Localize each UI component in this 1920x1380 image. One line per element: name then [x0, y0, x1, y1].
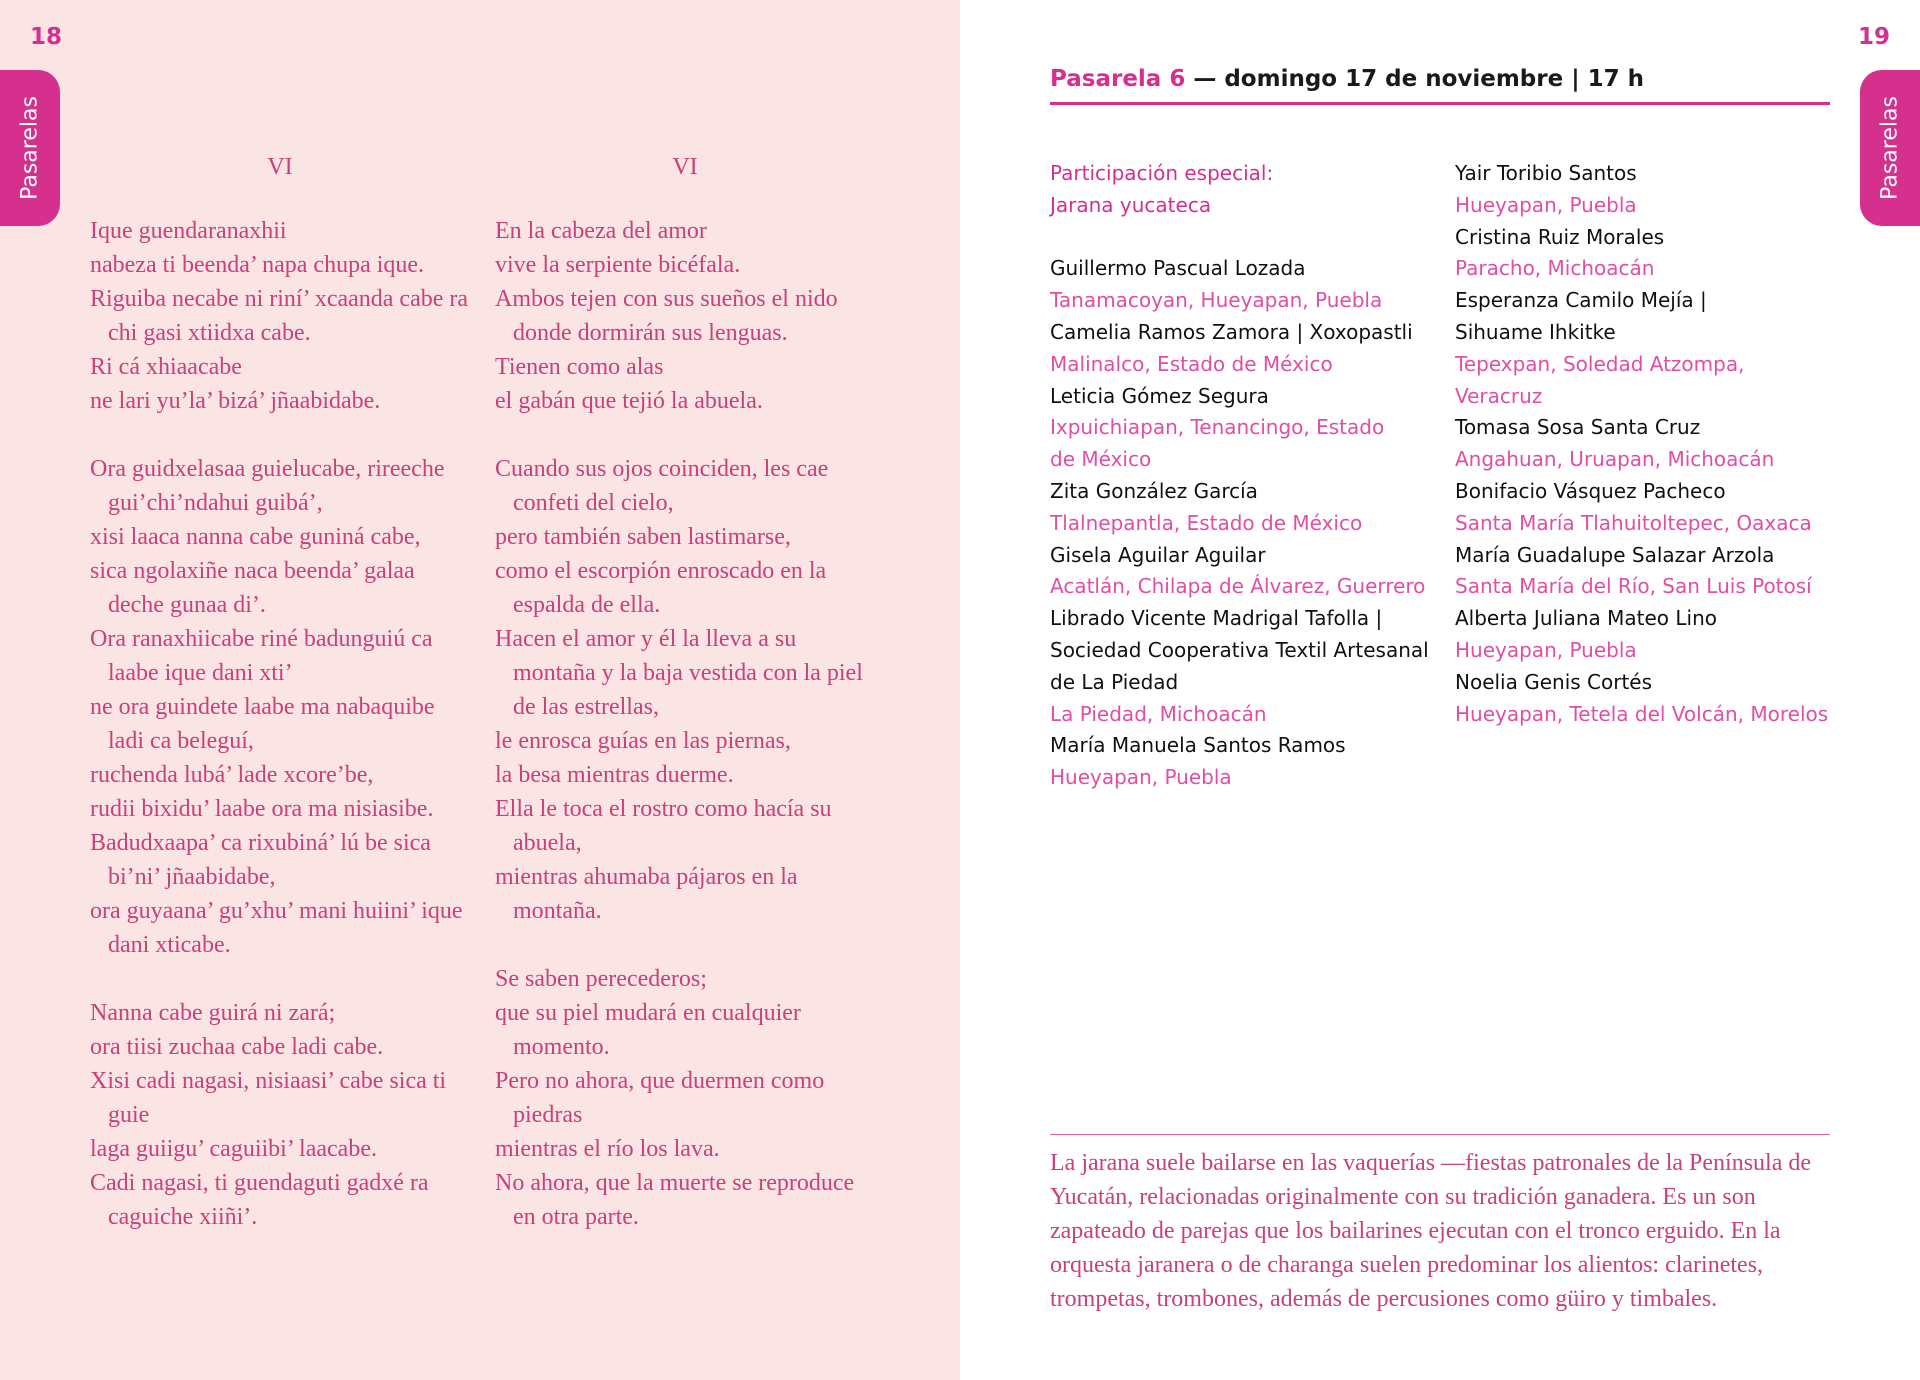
participant-location: Santa María del Río, San Luis Potosí — [1455, 574, 1812, 599]
poem-line: ne ora guindete laabe ma nabaquibe ladi ca beleguí, — [90, 694, 435, 754]
right-page — [960, 0, 1920, 1380]
stanza — [90, 996, 470, 1234]
stanza — [495, 214, 875, 418]
poem-line: nabeza ti beenda’ napa chupa ique. — [90, 252, 425, 278]
poem-line: la besa mientras duerme. — [495, 762, 734, 788]
special-participation-label: Jarana yucateca — [1050, 192, 1212, 217]
participant-name: Noelia Genis Cortés — [1455, 669, 1653, 694]
participant-name: Bonifacio Vásquez Pacheco — [1455, 478, 1726, 503]
section-tab[interactable] — [1860, 70, 1920, 226]
participant-location: Malinalco, Estado de México — [1050, 351, 1333, 376]
participant-location: Angahuan, Uruapan, Michoacán — [1455, 447, 1775, 472]
page-number: 18 — [30, 24, 63, 50]
poem-line: Riguiba necabe ni riní’ xcaanda cabe ra chi gasi xtiidxa cabe. — [90, 286, 469, 346]
poem-line: Se saben perecederos; — [495, 966, 707, 992]
poem-line: Nanna cabe guirá ni zará; — [90, 1000, 336, 1026]
poem-title: VI — [672, 154, 698, 180]
poem-line: ne lari yu’la’ bizá’ jñaabidabe. — [90, 388, 381, 414]
participant-name: Leticia Gómez Segura — [1050, 383, 1269, 408]
poem-line: ora guyaana’ gu’xhu’ mani huiini’ ique dani xticabe. — [90, 898, 463, 958]
participant-name: Yair Toribio Santos — [1455, 161, 1637, 185]
poem-line: No ahora, que la muerte se reproduce en otra parte. — [495, 1170, 855, 1230]
poem-title: VI — [267, 154, 293, 180]
poem-line: el gabán que tejió la abuela. — [495, 388, 763, 414]
event-datetime: — domingo 17 de noviembre | 17 h — [1185, 66, 1645, 92]
poem-line: Ora guidxelasaa guielucabe, rireeche gui’chi’ndahui guibá’, — [90, 456, 445, 516]
stanza — [495, 452, 875, 928]
special-participation-label: Participación especial: — [1050, 161, 1274, 185]
poem-line: vive la serpiente bicéfala. — [495, 252, 741, 278]
participant-location: Tanamacoyan, Hueyapan, Puebla — [1050, 288, 1383, 313]
participant-name: Esperanza Camilo Mejía | — [1455, 288, 1707, 313]
poem-line: mientras ahumaba pájaros en la montaña. — [495, 864, 798, 924]
poem-line: Ora ranaxhiicabe riné badunguiú ca laabe ique dani xti’ — [90, 626, 433, 686]
participant-name: Camelia Ramos Zamora | Xoxopastli — [1050, 319, 1413, 344]
participant-name: Sihuame Ihkitke — [1455, 319, 1616, 344]
poem-line: mientras el río los lava. — [495, 1136, 720, 1162]
poem-line: En la cabeza del amor — [495, 218, 707, 244]
participant-name: Sociedad Cooperativa Textil Artesanal — [1050, 637, 1429, 662]
participant-name: María Manuela Santos Ramos — [1050, 733, 1346, 758]
jarana-note: La jarana suele bailarse en las vaquerías —fiestas patronales de la Península de Yucatán, relacionadas originalmente con su tradición ganadera. Es un son zapateado de parejas que los bailarines ejecutan con el tronco erguido. En la orquesta jaranera o de charanga suelen predominar los alientos: clarinetes, trompetas, trombones, además de percusiones como güiro y timbales. — [1050, 1150, 1812, 1312]
participant-name: Alberta Juliana Mateo Lino — [1455, 606, 1718, 631]
event-header — [1050, 66, 1830, 105]
poem-spanish — [495, 150, 875, 1268]
poem-line: xisi laaca nanna cabe guniná cabe, — [90, 524, 421, 550]
poem-line: rudii bixidu’ laabe ora ma nisiasibe. — [90, 796, 434, 822]
poem-line: Tienen como alas — [495, 354, 664, 380]
participant-location: Ixpuichiapan, Tenancingo, Estado — [1050, 415, 1385, 440]
poem-line: Cadi nagasi, ti guendaguti gadxé ra caguiche xiiñi’. — [90, 1170, 429, 1230]
participant-location: Hueyapan, Puebla — [1455, 192, 1637, 217]
participant-name: Librado Vicente Madrigal Tafolla | — [1050, 606, 1383, 631]
stanza — [90, 214, 470, 418]
poem-line: como el escorpión enroscado en la espalda de ella. — [495, 558, 827, 618]
poem-line: pero también saben lastimarse, — [495, 524, 791, 550]
participant-location: Tepexpan, Soledad Atzompa, — [1455, 351, 1745, 376]
poem-line: Xisi cadi nagasi, nisiaasi’ cabe sica ti guie — [90, 1068, 447, 1128]
poem-line: ora tiisi zuchaa cabe ladi cabe. — [90, 1034, 384, 1060]
participant-name: María Guadalupe Salazar Arzola — [1455, 542, 1775, 567]
poem-line: Hacen el amor y él la lleva a su montaña y la baja vestida con la piel de las estrellas, — [495, 626, 863, 720]
participant-location: Paracho, Michoacán — [1455, 256, 1655, 281]
page-number: 19 — [1857, 24, 1890, 50]
participant-name: Cristina Ruiz Morales — [1455, 224, 1665, 249]
participants-column-1 — [1050, 158, 1450, 794]
poem-line: Ambos tejen con sus sueños el nido donde dormirán sus lenguas. — [495, 286, 838, 346]
poem-line: ruchenda lubá’ lade xcore’be, — [90, 762, 374, 788]
section-tab-label: Pasarelas — [1877, 96, 1903, 200]
participant-location: La Piedad, Michoacán — [1050, 701, 1267, 726]
participant-location: Acatlán, Chilapa de Álvarez, Guerrero — [1050, 574, 1426, 599]
stanza — [90, 452, 470, 962]
participant-location: de México — [1050, 447, 1152, 472]
poem-line: Badudxaapa’ ca rixubiná’ lú be sica bi’ni’ jñaabidabe, — [90, 830, 431, 890]
participant-name: Zita González García — [1050, 478, 1258, 503]
poem-line: Ella le toca el rostro como hacía su abuela, — [495, 796, 832, 856]
participant-name: Guillermo Pascual Lozada — [1050, 256, 1306, 281]
participant-name: Tomasa Sosa Santa Cruz — [1455, 415, 1701, 440]
participants-column-2 — [1455, 158, 1855, 730]
participant-location: Hueyapan, Tetela del Volcán, Morelos — [1455, 701, 1829, 726]
participant-location: Hueyapan, Puebla — [1455, 637, 1637, 662]
section-tab-label: Pasarelas — [17, 96, 43, 200]
poem-zapotec — [90, 150, 470, 1268]
poem-line: que su piel mudará en cualquier momento. — [495, 1000, 801, 1060]
divider — [1050, 1134, 1830, 1135]
participant-location: Hueyapan, Puebla — [1050, 765, 1232, 790]
poem-line: Cuando sus ojos coinciden, les cae confeti del cielo, — [495, 456, 829, 516]
participant-name: Gisela Aguilar Aguilar — [1050, 542, 1266, 567]
poem-line: Ri cá xhiaacabe — [90, 354, 242, 380]
poem-line: laga guiigu’ caguiibi’ laacabe. — [90, 1136, 377, 1162]
stanza — [495, 962, 875, 1234]
participant-name: de La Piedad — [1050, 669, 1179, 694]
section-tab[interactable] — [0, 70, 60, 226]
poem-line: Pero no ahora, que duermen como piedras — [495, 1068, 825, 1128]
spacer — [1050, 222, 1450, 254]
participant-location: Santa María Tlahuitoltepec, Oaxaca — [1455, 510, 1812, 535]
event-title: Pasarela 6 — [1050, 66, 1186, 92]
poem-line: Ique guendaranaxhii — [90, 218, 287, 244]
participant-location: Veracruz — [1455, 383, 1543, 408]
poem-line: le enrosca guías en las piernas, — [495, 728, 791, 754]
participant-location: Tlalnepantla, Estado de México — [1050, 510, 1363, 535]
poem-line: sica ngolaxiñe naca beenda’ galaa deche gunaa di’. — [90, 558, 415, 618]
